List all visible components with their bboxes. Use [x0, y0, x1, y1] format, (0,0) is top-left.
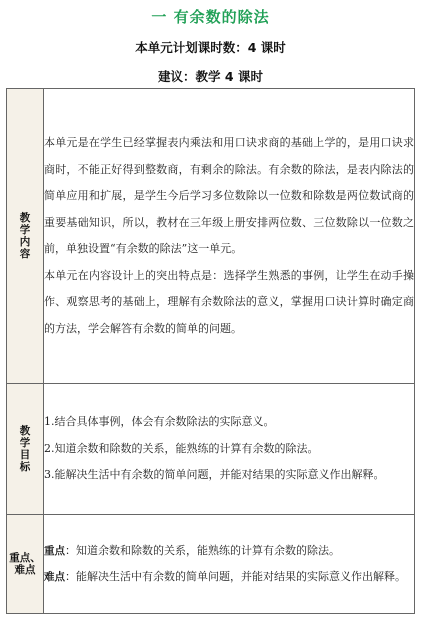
key-points-cell [44, 515, 415, 614]
goal-item-3: 3.能解决生活中有余数的简单问题，并能对结果的实际意义作出解释。 [44, 468, 385, 482]
goal-item-1: 1.结合具体事例，体会有余数除法的实际意义。 [44, 415, 275, 429]
table-row [7, 89, 415, 384]
key-point-text: ：知道余数和除数的关系，能熟练的计算有余数的除法。 [65, 543, 340, 557]
row-label-goals: 教 学 目 标 [7, 384, 44, 515]
unit-title: 一 有余数的除法 [151, 8, 270, 26]
table-row [7, 515, 415, 614]
content-paragraph-2: 本单元在内容设计上的突出特点是：选择学生熟悉的事例，让学生在动手操作、观察思考的基础上，理解有余数除法的意义，掌握用口诀计算时确定商的方法，学会解答有余数的简单的问题。 [44, 268, 414, 335]
row-label-key-points: 重点、 难点 [7, 515, 44, 614]
difficulty-point [44, 564, 414, 591]
teaching-suggestion: 建议：教学 4 课时 [158, 69, 263, 84]
key-point-label: 重点 [44, 544, 65, 557]
content-paragraph-1: 本单元是在学生已经掌握表内乘法和用口诀求商的基础上学的，是用口诀求商时，不能正好得到整数商，有剩余的除法。有余数的除法，是表内除法的简单应用和扩展，是学生今后学习多位数除以一位数和除数是两位数试商的重要基础知识，所以，教材在三年级上册安排两位数、三位数除以一位数之前，单独设置“有余数的除法”这一单元。 [44, 136, 414, 255]
difficulty-text: ：能解决生活中有余数的简单问题，并能对结果的实际意义作出解释。 [65, 570, 406, 583]
content-cell [44, 89, 415, 384]
goal-item-2: 2.知道余数和除数的关系，能熟练的计算有余数的除法。 [44, 441, 319, 455]
table-row [7, 384, 415, 515]
plan-hours: 本单元计划课时数：4 课时 [135, 40, 286, 55]
row-label-content: 教 学 内 容 [7, 89, 44, 384]
lesson-plan-table [6, 88, 415, 614]
key-point [44, 538, 414, 565]
difficulty-label: 难点 [44, 571, 65, 583]
goals-cell [44, 384, 415, 515]
